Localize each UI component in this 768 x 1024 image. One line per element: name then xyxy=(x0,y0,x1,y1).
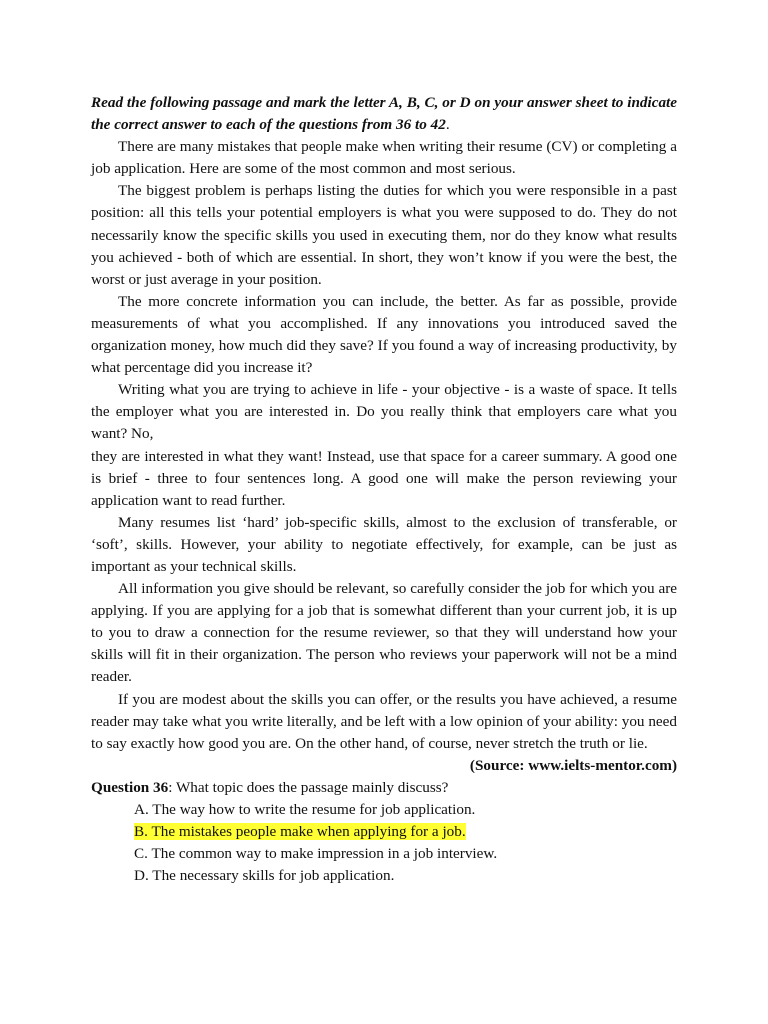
passage-paragraph-4: Writing what you are trying to achieve in life - your objective - is a waste of space. It tells the employer what you are interested in. Do you really think that employers care what you want? No, xyxy=(91,381,677,443)
option-a-text: A. The way how to write the resume for job application. xyxy=(134,801,476,818)
document-page xyxy=(91,92,677,887)
instruction xyxy=(91,92,677,136)
question-36 xyxy=(91,777,677,799)
passage-paragraph-6: All information you give should be relevant, so carefully consider the job for which you are applying. If you are applying for a job that is somewhat different than your current job, it is up to you to draw a connection for the resume reviewer, so that they will understand how your skills will fit in their organization. The person who reviews your paperwork will not be a mind reader. xyxy=(91,580,677,686)
answer-option-c xyxy=(91,843,677,865)
passage-paragraph-7: If you are modest about the skills you can offer, or the results you have achieved, a resume reader may take what you write literally, and be left with a low opinion of your ability: you need to say exactly how good you are. On the other hand, of course, never stretch the truth or lie. xyxy=(91,690,677,752)
passage-paragraph-2: The biggest problem is perhaps listing the duties for which you were responsible in a past position: all this tells your potential employers is what you were supposed to do. They do not necessarily know the specific skills you used in executing them, nor do they know what results you achieved - both of which are essential. In short, they won’t know if you were the best, the worst or just average in your position. xyxy=(91,182,677,288)
passage-paragraph-5: Many resumes list ‘hard’ job-specific skills, almost to the exclusion of transferable, or ‘soft’, skills. However, your ability to negotiate effectively, for example, can be just as important as your technical skills. xyxy=(91,513,677,575)
instruction-text: Read the following passage and mark the letter A, B, C, or D on your answer sheet to indicate the correct answer to each of the questions from 36 to 42 xyxy=(91,94,677,134)
answer-option-d xyxy=(91,865,677,887)
passage-paragraph-1: There are many mistakes that people make when writing their resume (CV) or completing a job application. Here are some of the most common and most serious. xyxy=(91,138,677,178)
source-citation: (Source: www.ielts-mentor.com) xyxy=(469,756,677,774)
question-label: Question 36 xyxy=(91,778,169,796)
passage-paragraph-3: The more concrete information you can include, the better. As far as possible, provide measurements of what you accomplished. If any innovations you introduced saved the organization money, how much did they save? If you found a way of increasing productivity, by what percentage did you increase it? xyxy=(91,292,677,377)
option-b-text-highlighted: B. The mistakes people make when applying for a job. xyxy=(134,823,466,841)
passage-paragraph-4-continued: they are interested in what they want! Instead, use that space for a career summary. A good one is brief - three to four sentences long. A good one will make the person reviewing your application want to read further. xyxy=(91,447,677,509)
option-c-text: C. The common way to make impression in a job interview. xyxy=(134,845,498,863)
option-d-text: D. The necessary skills for job application. xyxy=(134,867,395,885)
question-text: : What topic does the passage mainly discuss? xyxy=(168,778,449,796)
answer-option-b xyxy=(91,821,677,843)
instruction-tail: . xyxy=(445,116,450,134)
answer-option-a xyxy=(91,799,677,821)
